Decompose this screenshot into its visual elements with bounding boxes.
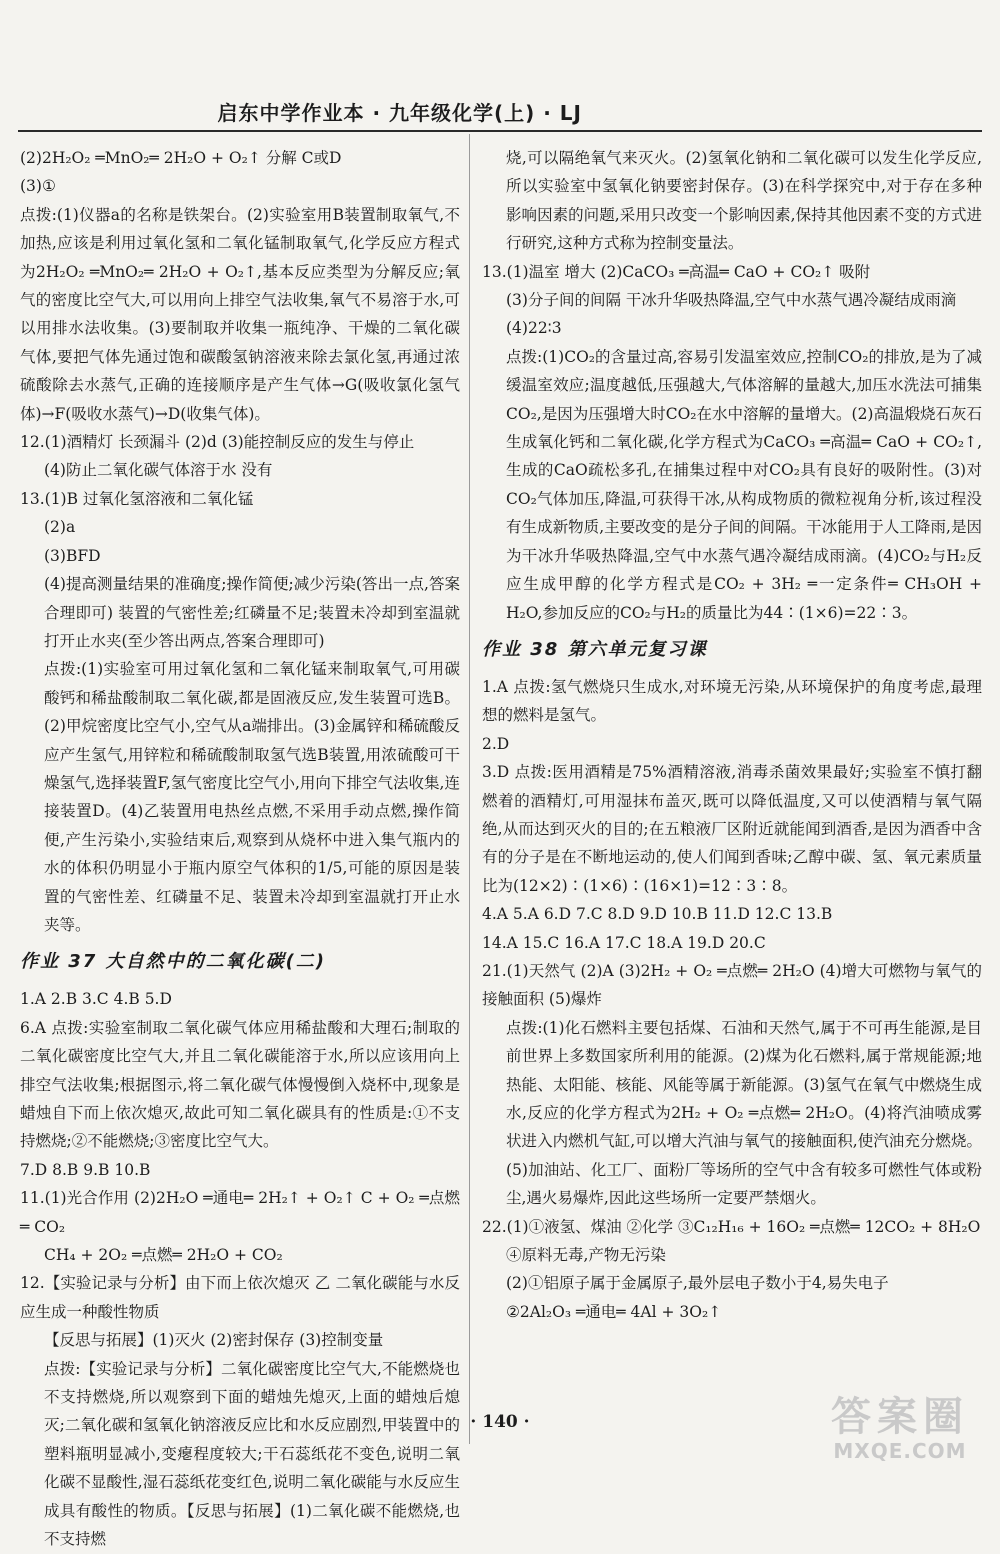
answer-paragraph: 点拨:【实验记录与分析】二氧化碳密度比空气大,不能燃烧也不支持燃烧,所以观察到下面的蜡烛先熄灭,上面的蜡烛后熄灭;二氧化碳和氢氧化钠溶液反应比和水反应剧烈,甲装置中的塑料瓶明显减小,变瘪程度较大;干石蕊纸花不变色,说明二氧化碳不显酸性,湿石蕊纸花变红色,说明二氧化碳能与水反应生成具有酸性的物质。【反思与拓展】(1)二氧化碳不能燃烧,也不支持燃 <box>44 1359 460 1549</box>
answer-paragraph: ②2Al₂O₃ ═通电═ 4Al + 3O₂↑ <box>506 1302 722 1321</box>
answer-paragraph: 1.A 2.B 3.C 4.B 5.D <box>20 990 172 1009</box>
page-header <box>18 96 982 132</box>
answer-paragraph: 烧,可以隔绝氧气来灭火。(2)氢氧化钠和二氧化碳可以发生化学反应,所以实验室中氢氧化钠要密封保存。(3)在科学探究中,对于存在多种影响因素的问题,采用只改变一个影响因素,保持其他因素不变的方式进行研究,这种方式称为控制变量法。 <box>506 149 982 253</box>
answer-paragraph: (3)分子间的间隔 干冰升华吸热降温,空气中水蒸气遇冷凝结成雨滴 <box>506 291 957 310</box>
answer-paragraph: 22.(1)①液氢、煤油 ②化学 ③C₁₂H₁₆ + 16O₂ ═点燃═ 12CO₂ + 8H₂O <box>482 1217 981 1236</box>
answer-paragraph: 点拨:(1)CO₂的含量过高,容易引发温室效应,控制CO₂的排放,是为了减缓温室效应;温度越低,压强越大,气体溶解的量越大,加压水洗法可捕集CO₂,是因为压强增大时CO₂在水中溶解的量增大。(2)高温煅烧石灰石生成氧化钙和二氧化碳,化学方程式为CaCO₃ ═高温═ CaO + CO₂↑,生成的CaO疏松多孔,在捕集过程中对CO₂具有良好的吸附性。(3)对CO₂气体加压,降温,可获得干冰,从构成物质的微粒视角分析,该过程没有生成新物质,主要改变的是分子间的间隔。干冰能用于人工降雨,是因为干冰升华吸热降温,空气中水蒸气遇冷凝结成雨滴。(4)CO₂与H₂反应生成甲醇的化学方程式是CO₂ + 3H₂ ═一定条件═ CH₃OH + H₂O,参加反应的CO₂与H₂的质量比为44∶(1×6)=22∶3。 <box>506 347 982 622</box>
answer-paragraph: 1.A 点拨:氢气燃烧只生成水,对环境无污染,从环境保护的角度考虑,最理想的燃料是氢气。 <box>482 677 982 725</box>
answer-paragraph: 3.D 点拨:医用酒精是75%酒精溶液,消毒杀菌效果最好;实验室不慎打翻燃着的酒精灯,可用湿抹布盖灭,既可以降低温度,又可以使酒精与氧气隔绝,从而达到灭火的目的;在五粮液厂区附近就能闻到酒香,是因为酒香中含有的分子是在不断地运动的,使人们闻到香味;乙醇中碳、氢、氧元素质量比为(12×2)∶(1×6)∶(16×1)=12∶3∶8。 <box>482 763 982 895</box>
answer-paragraph: 13.(1)B 过氧化氢溶液和二氧化锰 <box>20 489 254 508</box>
answer-paragraph: (3)① <box>20 177 56 196</box>
answer-paragraph: 6.A 点拨:实验室制取二氧化碳气体应用稀盐酸和大理石;制取的二氧化碳密度比空气大,并且二氧化碳能溶于水,所以应该用向上排空气法收集;根据图示,将二氧化碳气体慢慢倒入烧杯中,现象是蜡烛自下而上依次熄灭,故此可知二氧化碳具有的性质是:①不支持燃烧;②不能燃烧;③密度比空气大。 <box>20 1018 460 1151</box>
answer-paragraph: 点拨:(1)化石燃料主要包括煤、石油和天然气,属于不可再生能源,是目前世界上多数国家所利用的能源。(2)煤为化石燃料,属于常规能源;地热能、太阳能、核能、风能等属于新能源。(3)氢气在氧气中燃烧生成水,反应的化学方程式为2H₂ + O₂ ═点燃═ 2H₂O。(4)将汽油喷成雾状进入内燃机气缸,可以增大汽油与氧气的接触面积,使汽油充分燃烧。(5)加油站、化工厂、面粉厂等场所的空气中含有较多可燃性气体或粉尘,遇火易爆炸,因此这些场所一定要严禁烟火。 <box>506 1018 982 1208</box>
answer-paragraph: 13.(1)温室 增大 (2)CaCO₃ ═高温═ CaO + CO₂↑ 吸附 <box>482 262 871 281</box>
answer-paragraph: (2)2H₂O₂ ═MnO₂═ 2H₂O + O₂↑ 分解 C或D <box>20 149 342 167</box>
watermark-url: MXQE.COM <box>833 1439 967 1463</box>
answer-paragraph: 12.【实验记录与分析】由下而上依次熄灭 乙 二氧化碳能与水反应生成一种酸性物质 <box>20 1274 460 1321</box>
watermark-logo <box>820 1395 980 1465</box>
answer-paragraph: (4)防止二氧化碳气体溶于水 没有 <box>44 461 273 480</box>
answer-paragraph: 2.D <box>482 734 510 753</box>
answer-paragraph: 【反思与拓展】(1)灭火 (2)密封保存 (3)控制变量 <box>44 1331 384 1350</box>
answer-paragraph: 7.D 8.B 9.B 10.B <box>20 1160 151 1179</box>
header-title: 启东中学作业本 · 九年级化学(上) · LJ <box>217 101 582 125</box>
answer-paragraph: 14.A 15.C 16.A 17.C 18.A 19.D 20.C <box>482 933 766 952</box>
answer-paragraph: (2)a <box>44 518 76 537</box>
answer-paragraph: 12.(1)酒精灯 长颈漏斗 (2)d (3)能控制反应的发生与停止 <box>20 433 415 452</box>
answer-paragraph: CH₄ + 2O₂ ═点燃═ 2H₂O + CO₂ <box>44 1246 283 1265</box>
answer-paragraph: ④原料无毒,产物无污染 <box>506 1246 666 1265</box>
answer-paragraph: (4)提高测量结果的准确度;操作简便;减少污染(答出一点,答案合理即可) 装置的气密性差;红磷量不足;装置未冷却到室温就打开止水夹(至少答出两点,答案合理即可) <box>44 575 460 650</box>
answer-paragraph: 点拨:(1)实验室可用过氧化氢和二氧化锰来制取氧气,可用碳酸钙和稀盐酸制取二氧化碳,都是固液反应,发生装置可选B。(2)甲烷密度比空气小,空气从a端排出。(3)金属锌和稀硫酸反应产生氢气,用锌粒和稀硫酸制取氢气选B装置,用浓硫酸可干燥氢气,选择装置F,氢气密度比空气小,用向下排空气法收集,连接装置D。(4)乙装置用电热丝点燃,不采用手动点燃,操作简便,产生污染小,实验结束后,观察到从烧杯中进入集气瓶内的水的体积仍明显小于瓶内原空气体积的1/5,可能的原因是装置的气密性差、红磷量不足、装置未冷却到室温就打开止水夹等。 <box>44 660 460 934</box>
answer-paragraph: (4)22∶3 <box>506 319 562 338</box>
answer-paragraph: 21.(1)天然气 (2)A (3)2H₂ + O₂ ═点燃═ 2H₂O (4)增大可燃物与氧气的接触面积 (5)爆炸 <box>482 961 982 1009</box>
answer-paragraph: (2)①铝原子属于金属原子,最外层电子数小于4,易失电子 <box>506 1274 889 1293</box>
right-column <box>482 144 982 1444</box>
section-heading: 作业 37 大自然中的二氧化碳(二) <box>20 951 327 973</box>
answer-paragraph: 点拨:(1)仪器a的名称是铁架台。(2)实验室用B装置制取氧气,不加热,应该是利用过氧化氢和二氧化锰制取氧气,化学反应方程式为2H₂O₂ ═MnO₂═ 2H₂O + O₂↑,基本反应类型为分解反应;氧气的密度比空气大,可以用向上排空气法收集,氧气不易溶于水,可以用排水法收集。(3)要制取并收集一瓶纯净、干燥的二氧化碳气体,要把气体先通过饱和碳酸氢钠溶液来除去氯化氢,再通过浓硫酸除去水蒸气,正确的连接顺序是产生气体→G(吸收氯化氢气体)→F(吸收水蒸气)→D(收集气体)。 <box>20 205 460 423</box>
answer-paragraph: 4.A 5.A 6.D 7.C 8.D 9.D 10.B 11.D 12.C 13.B <box>482 905 833 924</box>
left-column <box>20 144 460 1549</box>
section-heading: 作业 38 第六单元复习课 <box>482 638 708 660</box>
page-number: · 140 · <box>470 1412 530 1432</box>
answer-paragraph: 11.(1)光合作用 (2)2H₂O ═通电═ 2H₂↑ + O₂↑ C + O₂ ═点燃═ CO₂ <box>20 1189 460 1236</box>
watermark-text: 答案圈 <box>831 1394 969 1440</box>
column-divider <box>469 134 470 1444</box>
answer-paragraph: (3)BFD <box>44 546 101 565</box>
